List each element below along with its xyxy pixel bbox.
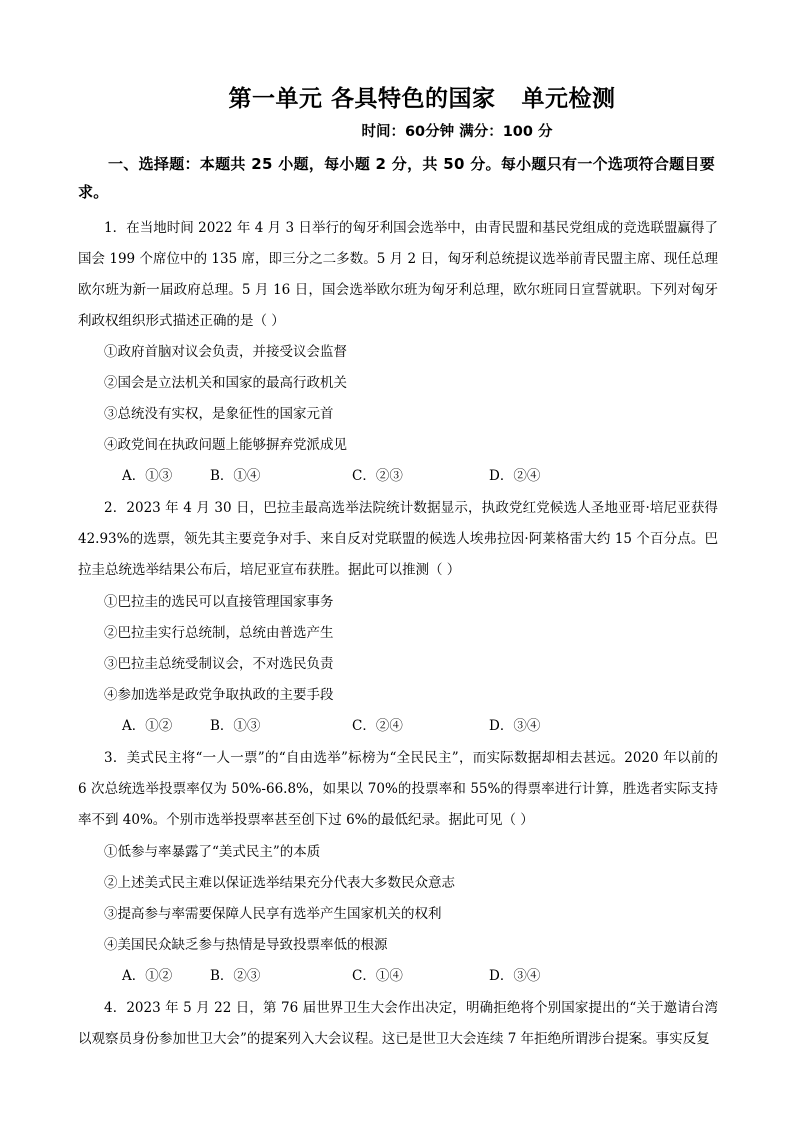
question-1-option-1: ①政府首脑对议会负责，并接受议会监督	[104, 344, 347, 360]
question-2-option-4: ④参加选举是政党争取执政的主要手段	[104, 687, 334, 703]
choice-a: A．①③	[122, 468, 173, 484]
question-1-stem: 1．在当地时间 2022 年 4 月 3 日举行的匈牙利国会选举中，由青民盟和基民党组成的竞选联盟赢得了国会 199 个席位中的 135 席，即三分之二多数。5 月 2 日，匈牙利总统提议选举前青民盟主席、现任总理欧尔班为新一届政府总理。5 月 16 日，国会选举欧尔班为匈牙利总理，欧尔班同日宣誓就职。下列对匈牙利政权组织形式描述正确的是（ ）	[78, 220, 718, 329]
title-main: 第一单元 各具特色的国家	[228, 86, 496, 112]
choice-a: A．①②	[122, 718, 173, 734]
question-1-option-4: ④政党间在执政问题上能够摒弃党派成见	[104, 437, 347, 453]
choice-b: B．①④	[210, 468, 261, 484]
choice-c: C．②④	[352, 718, 403, 734]
choice-a: A．①②	[122, 968, 173, 984]
choice-c: C．②③	[352, 468, 403, 484]
question-2-option-2: ②巴拉圭实行总统制，总统由普选产生	[104, 625, 334, 641]
page-title	[0, 80, 794, 113]
question-2-stem: 2．2023 年 4 月 30 日，巴拉圭最高选举法院统计数据显示，执政党红党候选人圣地亚哥·培尼亚获得 42.93%的选票，领先其主要竞争对手、来自反对党联盟的候选人埃弗拉因·阿莱格雷大约 15 个百分点。巴拉圭总统选举结果公布后，培尼亚宣布获胜。据此可以推测（ ）	[78, 500, 718, 578]
title-sub: 单元检测	[521, 86, 616, 112]
question-1-option-2: ②国会是立法机关和国家的最高行政机关	[104, 375, 347, 391]
choice-b: B．①③	[210, 718, 261, 734]
choice-d: D．②④	[489, 468, 541, 484]
exam-info	[0, 120, 794, 141]
choice-b: B．②③	[210, 968, 261, 984]
question-2-option-1: ①巴拉圭的选民可以直接管理国家事务	[104, 594, 334, 610]
question-3-stem: 3．美式民主将“一人一票”的“自由选举”标榜为“全民民主”，而实际数据却相去甚远。2020 年以前的 6 次总统选举投票率仅为 50%-66.8%，如果以 70%的投票率和 55%的得票率进行计算，胜选者实际支持率不到 40%。个别市选举投票率甚至创下过 6%的最低纪录。据此可见（ ）	[78, 750, 718, 828]
section-heading	[78, 150, 718, 206]
time-score-text: 时间：60分钟 满分：100 分	[361, 124, 553, 140]
choice-c: C．①④	[352, 968, 403, 984]
question-3-option-3: ③提高参与率需要保障人民享有选举产生国家机关的权利	[104, 906, 442, 922]
question-3-option-4: ④美国民众缺乏参与热情是导致投票率低的根源	[104, 937, 388, 953]
question-2-option-3: ③巴拉圭总统受制议会，不对选民负责	[104, 656, 334, 672]
question-1-option-3: ③总统没有实权，是象征性的国家元首	[104, 406, 334, 422]
choice-d: D．③④	[489, 718, 541, 734]
choice-d: D．③④	[489, 968, 541, 984]
section-heading-text: 一、选择题：本题共 25 小题，每小题 2 分，共 50 分。每小题只有一个选项符合题目要求。	[78, 155, 716, 201]
question-3-option-1: ①低参与率暴露了“美式民主”的本质	[104, 844, 321, 860]
question-4-stem: 4．2023 年 5 月 22 日，第 76 届世界卫生大会作出决定，明确拒绝将个别国家提出的“关于邀请台湾以观察员身份参加世卫大会”的提案列入大会议程。这已是世卫大会连续 7 年拒绝所谓涉台提案。事实反复	[78, 1000, 718, 1047]
question-3-option-2: ②上述美式民主难以保证选举结果充分代表大多数民众意志	[104, 875, 455, 891]
